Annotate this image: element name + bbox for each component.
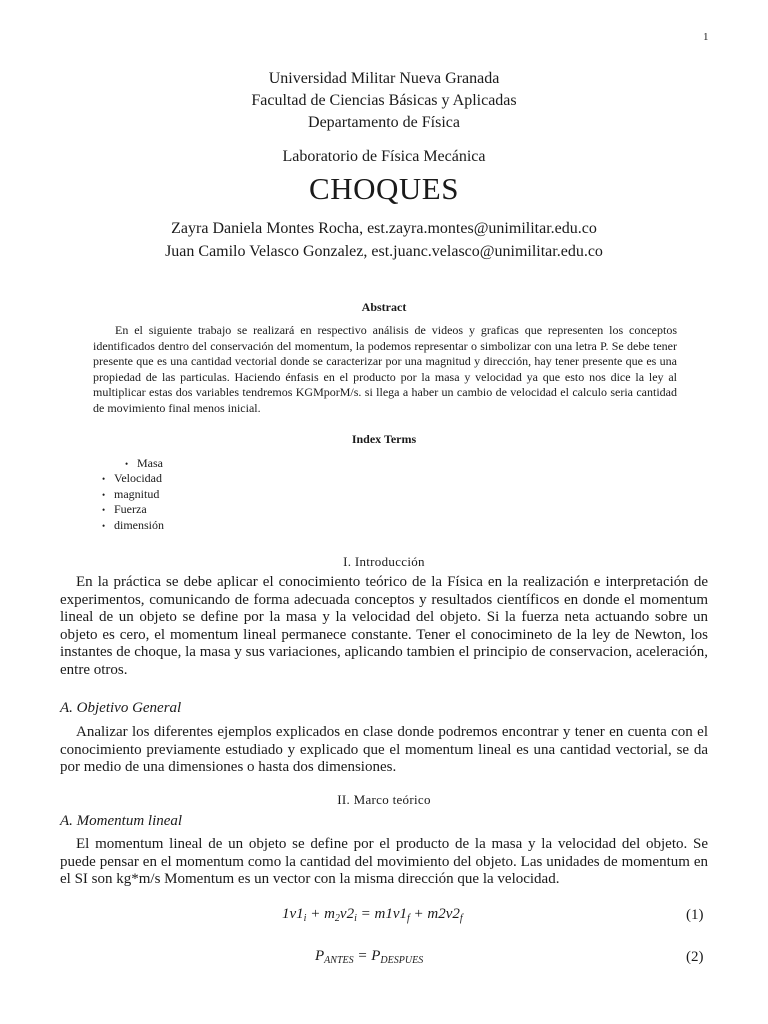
index-term-item [102,471,162,488]
index-term-label: dimensión [114,518,164,532]
paper-title: CHOQUES [309,171,459,206]
index-term-item [102,502,147,519]
section-2-heading: II. Marco teórico [337,792,431,807]
department-name: Departamento de Física [308,114,460,131]
section-1-text: En la práctica se debe aplicar el conocimiento teórico de la Física en la realización e interpretación de experimentos, comunicando de forma adecuada conceptos y resultados científicos en donde el momentum lineal de un objeto se define por la masa y la velocidad del objeto. Si la fuerza neta actuando sobre un objeto es cero, el momentum lineal permanece constante. Tener el conocimineto de la ley de Newton, los instantes de choque, la masa y sus variaciones, aplicando tambien el principio de conservacion, aceleración, entre otros. [60,574,708,678]
equation-2-number: (2) [686,949,704,965]
bullet-icon: • [102,474,106,484]
section-2a-text: El momentum lineal de un objeto se define por el producto de la masa y la velocidad del objeto. Se puede pensar en el momentum como la cantidad del movimiento del objeto. Las unidades de momentum en el SI son kg*m/s Momentum es un vector con la misma dirección que la velocidad. [60,836,708,887]
section-1a-heading: A. Objetivo General [60,700,182,716]
index-term-label: Masa [137,456,163,470]
bullet-icon: • [125,459,129,469]
university-name: Universidad Militar Nueva Granada [268,70,500,87]
bullet-icon: • [102,490,106,500]
author-2: Juan Camilo Velasco Gonzalez, est.juanc.velasco@unimilitar.edu.co [165,243,603,260]
index-terms-heading: Index Terms [351,432,417,446]
abstract-heading: Abstract [361,300,407,314]
section-2a-heading: A. Momentum lineal [60,813,183,829]
page-number: 1 [703,31,709,43]
equation-2: $P_{ANTES} = P_{DESPUES}$ [315,948,424,966]
index-term-label: magnitud [114,487,160,501]
equation-1: $1v1_i + m_2v2_i = m1v1_f + m2v2_f$ [282,906,463,924]
abstract-text: En el siguiente trabajo se realizará en respectivo análisis de videos y graficas que representen los conceptos identificados dentro del conservación del momentum, la podemos representar o simbolizar con una letra P. Se debe tener presente que es una cantidad vectorial donde se caracterizar por una magnitud y dirección, hay tener presente que es una propiedad de las particulas. Haciendo énfasis en el producto por la masa y velocidad ya que esto nos dice la ley al multiplicar estas dos variables tendremos KGMporM/s. si llega a haber un cambio de velocidad el calculo seria cantidad de movimiento final menos inicial. [93,323,677,415]
section-1-heading: I. Introducción [343,554,425,569]
lab-name: Laboratorio de Física Mecánica [282,148,486,165]
index-term-label: Velocidad [114,471,162,485]
index-term-item [102,518,164,535]
section-1a-text: Analizar los diferentes ejemplos explicados en clase donde podremos encontrar y tener en cuenta con el conocimiento previamente estudiado y explicado que el momentum lineal es una cantidad vectorial, se da por medio de una dimensiones o hasta dos dimensiones. [60,724,708,775]
equation-1-number: (1) [686,907,704,923]
bullet-icon: • [102,505,106,515]
faculty-name: Facultad de Ciencias Básicas y Aplicadas [251,92,517,109]
index-term-label: Fuerza [114,502,147,516]
bullet-icon: • [102,521,106,531]
author-1: Zayra Daniela Montes Rocha, est.zayra.montes@unimilitar.edu.co [171,220,597,237]
